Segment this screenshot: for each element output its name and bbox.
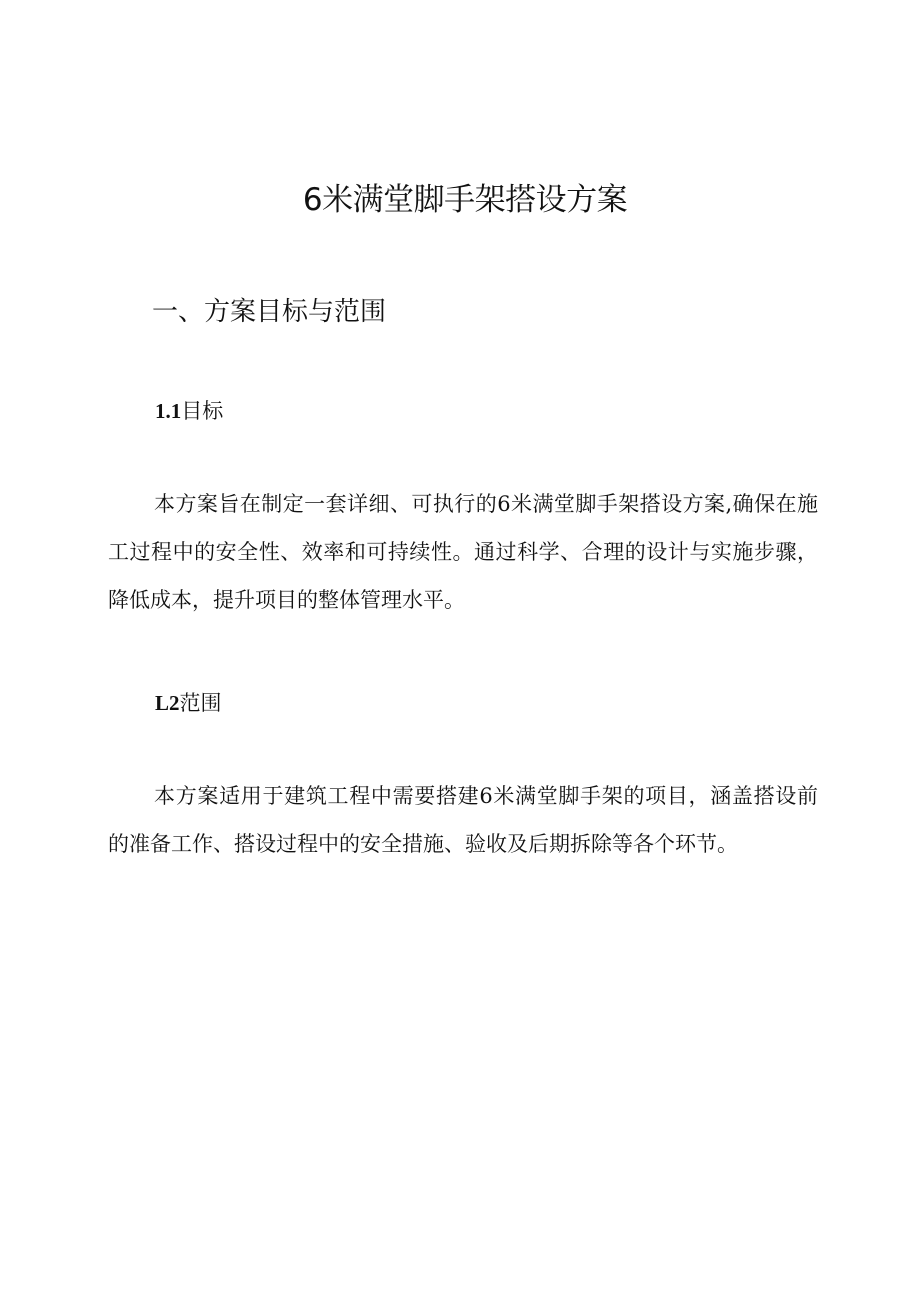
- goal-paragraph: 本方案旨在制定一套详细、可执行的6米满堂脚手架搭设方案,确保在施工过程中的安全性、效率和可持续性。通过科学、合理的设计与实施步骤，降低成本，提升项目的整体管理水平。: [108, 492, 818, 612]
- subsection-number: 1.1: [155, 399, 182, 423]
- scope-paragraph: 本方案适用于建筑工程中需要搭建6米满堂脚手架的项目，涵盖搭设前的准备工作、搭设过程中的安全措施、验收及后期拆除等各个环节。: [108, 784, 818, 856]
- subsection-number: L2: [155, 691, 180, 715]
- subsection-label: 范围: [179, 691, 222, 715]
- subsection-label: 目标: [181, 399, 224, 423]
- subsection-heading-goal: [155, 396, 223, 426]
- section-heading: 一、方案目标与范围: [152, 297, 387, 327]
- document-title: 6米满堂脚手架搭设方案: [302, 182, 628, 218]
- subsection-heading-scope: [155, 688, 222, 718]
